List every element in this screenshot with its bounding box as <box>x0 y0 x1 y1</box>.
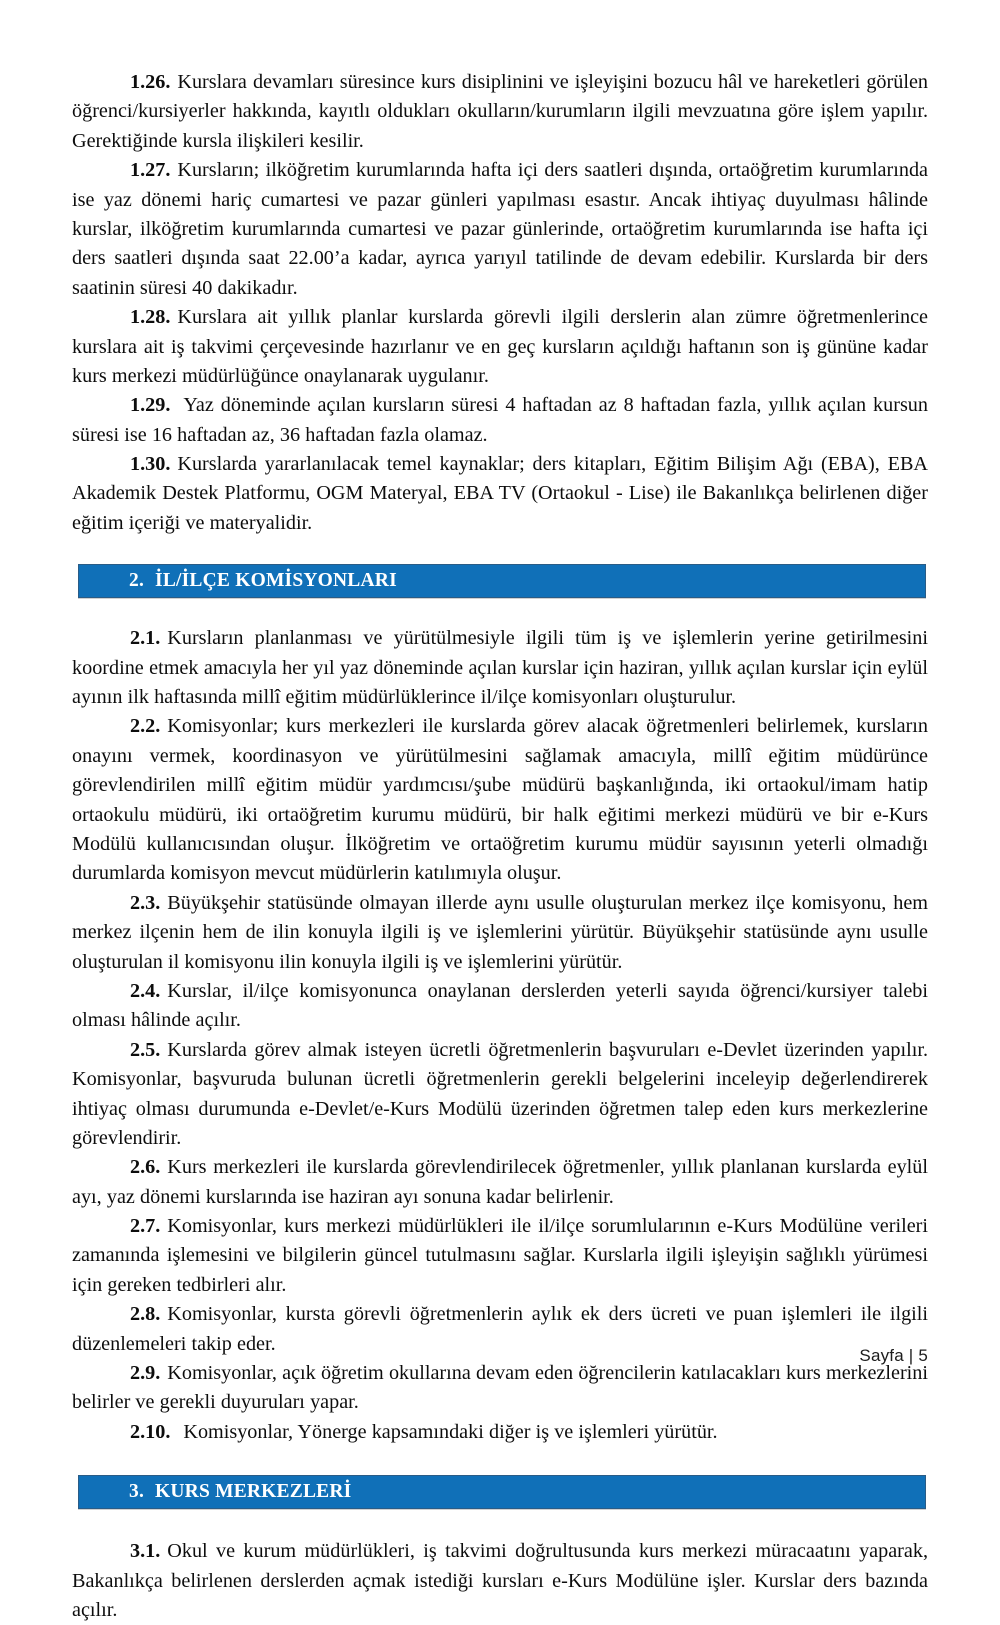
paragraph-2-2 <box>72 712 928 888</box>
paragraph-number: 2.10. <box>130 1420 171 1443</box>
paragraph-2-9 <box>72 1359 928 1418</box>
paragraph-number: 1.30. <box>130 453 171 476</box>
paragraph-text: Komisyonlar, kursta görevli öğretmenlerin aylık ek ders ücreti ve puan işlemleri ile ilgili düzenlemeleri takip eder. <box>72 1303 928 1355</box>
paragraph-number: 2.8. <box>130 1303 161 1326</box>
paragraph-number: 2.2. <box>130 715 161 738</box>
paragraph-number: 1.28. <box>130 306 171 329</box>
section-heading-3-wrapper <box>78 1475 926 1509</box>
paragraph-text: Kurs merkezleri ile kurslarda görevlendirilecek öğretmenler, yıllık planlanan kurslarda eylül ayı, yaz dönemi kurslarında ise haziran ayı sonuna kadar belirlenir. <box>72 1156 928 1208</box>
paragraph-number: 2.4. <box>130 979 161 1002</box>
section-heading-3-number: 3. <box>129 1481 145 1503</box>
paragraph-2-10 <box>72 1418 928 1447</box>
paragraph-text: Kursların; ilköğretim kurumlarında hafta içi ders saatleri dışında, ortaöğretim kurumlarında ise yaz dönemi hariç cumartesi ve pazar günleri yapılması esastır. Ancak ihtiyaç duyulması hâlinde kurslar, ilköğretim kurumlarında cumartesi ve pazar günlerinde, ortaöğretim kurumlarında ise hafta içi ders saatleri dışında saat 22.00’a kadar, ayrıca yarıyıl tatilinde de devam edebilir. Kurslarda bir ders saatinin süresi 40 dakikadır. <box>72 159 928 299</box>
paragraph-number: 3.1. <box>130 1540 161 1563</box>
section-heading-2-title: İL/İLÇE KOMİSYONLARI <box>155 570 397 592</box>
paragraph-number: 2.3. <box>130 891 161 914</box>
paragraph-number: 1.27. <box>130 159 171 182</box>
section-heading-3 <box>78 1475 926 1509</box>
paragraph-1-27 <box>72 156 928 303</box>
paragraph-text: Kurslar, il/ilçe komisyonunca onaylanan derslerden yeterli sayıda öğrenci/kursiyer talebi olması hâlinde açılır. <box>72 979 928 1032</box>
paragraph-text: Kurslarda yararlanılacak temel kaynaklar; ders kitapları, Eğitim Bilişim Ağı (EBA), EBA Akademik Destek Platformu, OGM Materyal, EBA TV (Ortaokul - Lise) ile Bakanlıkça belirlenen diğer eğitim içeriği ve materyalidir. <box>72 453 928 534</box>
paragraph-2-4 <box>72 977 928 1036</box>
section-heading-2-wrapper <box>78 564 926 598</box>
paragraph-text: Yaz döneminde açılan kursların süresi 4 haftadan az 8 haftadan fazla, yıllık açılan kursun süresi ise 16 haftadan az, 36 haftadan fazla olamaz. <box>72 394 928 446</box>
paragraph-number: 1.26. <box>130 71 171 93</box>
paragraph-text: Komisyonlar, kurs merkezi müdürlükleri ile il/ilçe sorumlularının e-Kurs Modülüne verileri zamanında işlemesini ve bilgilerin güncel tutulmasını sağlar. Kurslarla ilgili işleyişin sağlıklı yürümesi için gereken tedbirleri alır. <box>72 1215 928 1296</box>
section-heading-2-label <box>79 570 397 592</box>
paragraph-2-6 <box>72 1153 928 1212</box>
paragraph-text: Kursların planlanması ve yürütülmesiyle ilgili tüm iş ve işlemlerin yerine getirilmesini koordine etmek amacıyla her yıl yaz döneminde açılan kurslar için haziran, yıllık açılan kurslar için eylül ayının ilk haftasında millî eğitim müdürlüklerince il/ilçe komisyonları oluşturulur. <box>72 627 928 709</box>
paragraph-text: Okul ve kurum müdürlükleri, iş takvimi doğrultusunda kurs merkezi müracaatını yaparak, Bakanlıkça belirlenen derslerden açmak istediği kursları e-Kurs Modülüne işler. Kurslar ders bazında açılır. <box>72 1540 928 1621</box>
paragraph-2-5 <box>72 1036 928 1154</box>
paragraph-number: 2.9. <box>130 1362 161 1385</box>
paragraph-text: Komisyonlar, Yönerge kapsamındaki diğer iş ve işlemleri yürütür. <box>183 1420 718 1443</box>
paragraph-number: 2.6. <box>130 1156 161 1179</box>
paragraph-1-26 <box>72 68 928 156</box>
paragraph-text: Komisyonlar, açık öğretim okullarına devam eden öğrencilerin katılacakları kurs merkezlerini belirler ve gerekli duyuruları yapar. <box>72 1362 928 1414</box>
paragraph-text: Büyükşehir statüsünde olmayan illerde aynı usulle oluşturulan merkez ilçe komisyonu, hem merkez ilçenin hem de ilin konuyla ilgili iş ve işlemlerini yürütür. Büyükşehir statüsünde aynı usulle oluşturulan il komisyonu ilin konuyla ilgili iş ve işlemlerini yürütür. <box>72 891 928 973</box>
section-heading-3-title: KURS MERKEZLERİ <box>155 1481 352 1503</box>
paragraph-2-1 <box>72 624 928 712</box>
section-heading-3-label <box>79 1481 351 1503</box>
paragraph-number: 2.7. <box>130 1215 161 1238</box>
paragraph-number: 1.29. <box>130 394 171 417</box>
paragraph-text: Komisyonlar; kurs merkezleri ile kurslarda görev alacak öğretmenleri belirlemek, kursların onayını vermek, koordinasyon ve yürütülmesini sağlamak amacıyla, millî eğitim müdürünce görevlendirilen millî eğitim müdür yardımcısı/şube müdürü başkanlığında, iki ortaokul/imam hatip ortaokulu müdürü, iki ortaöğretim kurumu müdürü, bir halk eğitimi merkezi müdürü ve bir e-Kurs Modülü kullanıcısından oluşur. İlköğretim ve ortaöğretim kurumu müdür sayısının yeterli olmadığı durumlarda komisyon mevcut müdürlerin katılımıyla oluşur. <box>72 715 928 885</box>
paragraph-2-8 <box>72 1300 928 1359</box>
paragraph-2-3 <box>72 889 928 977</box>
paragraph-number: 2.5. <box>130 1038 161 1061</box>
paragraph-text: Kurslara devamları süresince kurs disiplinini ve işleyişini bozucu hâl ve hareketleri görülen öğrenci/kursiyerler hakkında, kayıtlı oldukları okulların/kurumların ilgili mevzuatına göre işlem yapılır. Gerektiğinde kursla ilişkileri kesilir. <box>72 71 928 152</box>
section-heading-2-number: 2. <box>129 570 145 592</box>
paragraph-3-1 <box>72 1537 928 1625</box>
page-footer: Sayfa | 5 <box>859 1346 928 1365</box>
paragraph-1-29 <box>72 391 928 450</box>
paragraph-number: 2.1. <box>130 627 161 650</box>
paragraph-text: Kurslara ait yıllık planlar kurslarda görevli ilgili derslerin alan zümre öğretmenlerince kurslara ait iş takvimi çerçevesinde hazırlanır ve en geç kursların açıldığı haftanın son iş gününe kadar kurs merkezi müdürlüğünce onaylanarak uygulanır. <box>72 306 928 387</box>
document-body <box>72 68 928 1625</box>
paragraph-1-30 <box>72 450 928 538</box>
section-heading-2 <box>78 564 926 598</box>
paragraph-1-28 <box>72 303 928 391</box>
paragraph-2-7 <box>72 1212 928 1300</box>
paragraph-text: Kurslarda görev almak isteyen ücretli öğretmenlerin başvuruları e-Devlet üzerinden yapılır. Komisyonlar, başvuruda bulunan ücretli öğretmenlerin gerekli belgelerini inceleyip değerlendirerek ihtiyaç olması durumunda e-Devlet/e-Kurs Modülü üzerinden öğretmen talep eden kurs merkezlerine görevlendirir. <box>72 1038 928 1149</box>
